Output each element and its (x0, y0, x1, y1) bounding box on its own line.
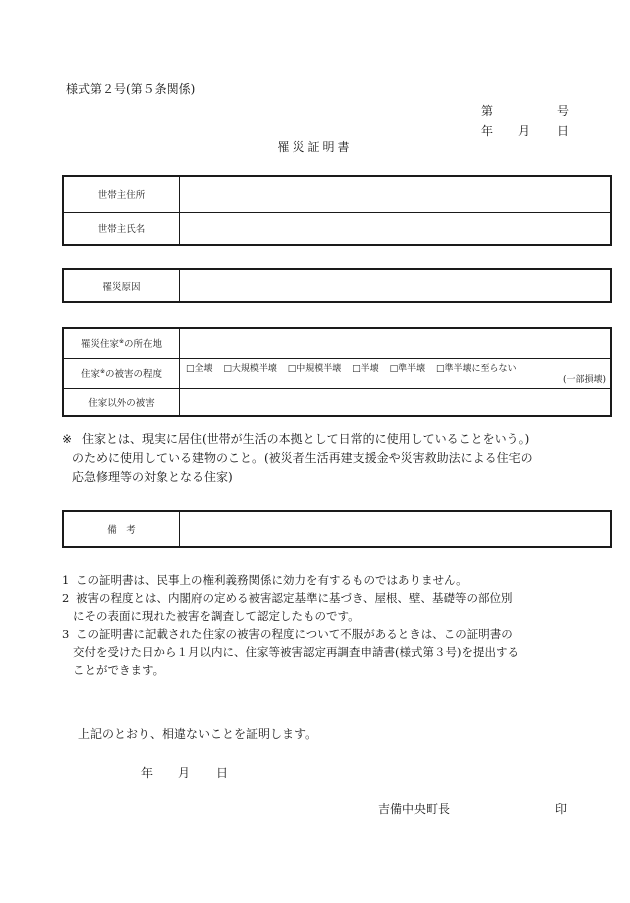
household-address-field[interactable] (180, 176, 612, 212)
option-zenkai[interactable]: □全壊 (186, 363, 213, 374)
form-number: 様式第２号(第５条関係) (66, 82, 196, 96)
footnote-mark: ※ (62, 432, 73, 446)
document-title: 罹災証明書 (277, 140, 353, 154)
term-text: 被害の程度とは、内閣府の定める被害認定基準に基づき、屋根、壁、基礎等の部位別 (76, 591, 513, 605)
option-below-jun-hankai[interactable]: □準半壊に至らない (435, 363, 517, 374)
sign-year: 年 (141, 766, 154, 780)
degree-label: 住家※の被害の程度 (63, 358, 180, 388)
cause-table (62, 268, 612, 303)
issue-day: 日 (557, 124, 570, 138)
term-number: 1 (62, 573, 70, 587)
household-table (62, 175, 612, 246)
option-daikibo-hankai[interactable]: □大規模半壊 (223, 363, 277, 374)
household-address-label: 世帯主住所 (63, 176, 180, 212)
degree-options (180, 358, 612, 388)
term-item (62, 625, 582, 679)
term-text: この証明書に記載された住家の被害の程度について不服があるときは、この証明書の (76, 627, 513, 641)
option-hankai[interactable]: □半壊 (352, 363, 379, 374)
term-item (62, 589, 582, 625)
option-chukibo-hankai[interactable]: □中規模半壊 (287, 363, 342, 374)
household-name-label: 世帯主氏名 (63, 212, 180, 245)
footnote-line-3: 応急修理等の対象となる住家) (72, 470, 233, 484)
issuer-name: 吉備中央町長 (378, 802, 451, 816)
options-note: (一部損壊) (562, 374, 606, 385)
term-number: 2 (62, 591, 70, 605)
other-damage-field[interactable] (180, 388, 612, 416)
cause-label: 罹災原因 (63, 269, 180, 302)
number-gou: 号 (557, 104, 570, 118)
footnote-line-2: のために使用している建物のこと。(被災者生活再建支援金や災害救助法による住宅の (72, 451, 533, 465)
seal-mark: 印 (555, 802, 568, 816)
cause-field[interactable] (180, 269, 612, 302)
certification-text: 上記のとおり、相違ないことを証明します。 (78, 727, 318, 741)
location-label: 罹災住家※の所在地 (63, 328, 180, 358)
terms-list (62, 571, 582, 679)
remarks-table (62, 510, 612, 548)
term-item (62, 571, 582, 589)
option-jun-hankai[interactable]: □準半壊 (389, 363, 426, 374)
sign-month: 月 (178, 766, 191, 780)
term-text: にその表面に現れた被害を調査して認定したものです。 (73, 609, 360, 623)
issue-year: 年 (481, 124, 494, 138)
location-field[interactable] (180, 328, 612, 358)
term-text: 交付を受けた日から１月以内に、住家等被害認定再調査申請書(様式第３号)を提出する (73, 645, 519, 659)
term-text: ことができます。 (73, 663, 165, 677)
term-text: この証明書は、民事上の権利義務関係に効力を有するものではありません。 (76, 573, 468, 587)
damage-table (62, 327, 612, 417)
footnote-line-1: 住家とは、現実に居住(世帯が生活の本拠として日常的に使用していることをいう。) (82, 432, 530, 446)
issue-month: 月 (518, 124, 531, 138)
remarks-label: 備 考 (63, 511, 180, 547)
household-name-field[interactable] (180, 212, 612, 245)
term-number: 3 (62, 627, 70, 641)
other-damage-label: 住家以外の被害 (63, 388, 180, 416)
number-dai: 第 (481, 104, 494, 118)
sign-day: 日 (216, 766, 229, 780)
remarks-field[interactable] (180, 511, 612, 547)
footnote (62, 430, 582, 487)
